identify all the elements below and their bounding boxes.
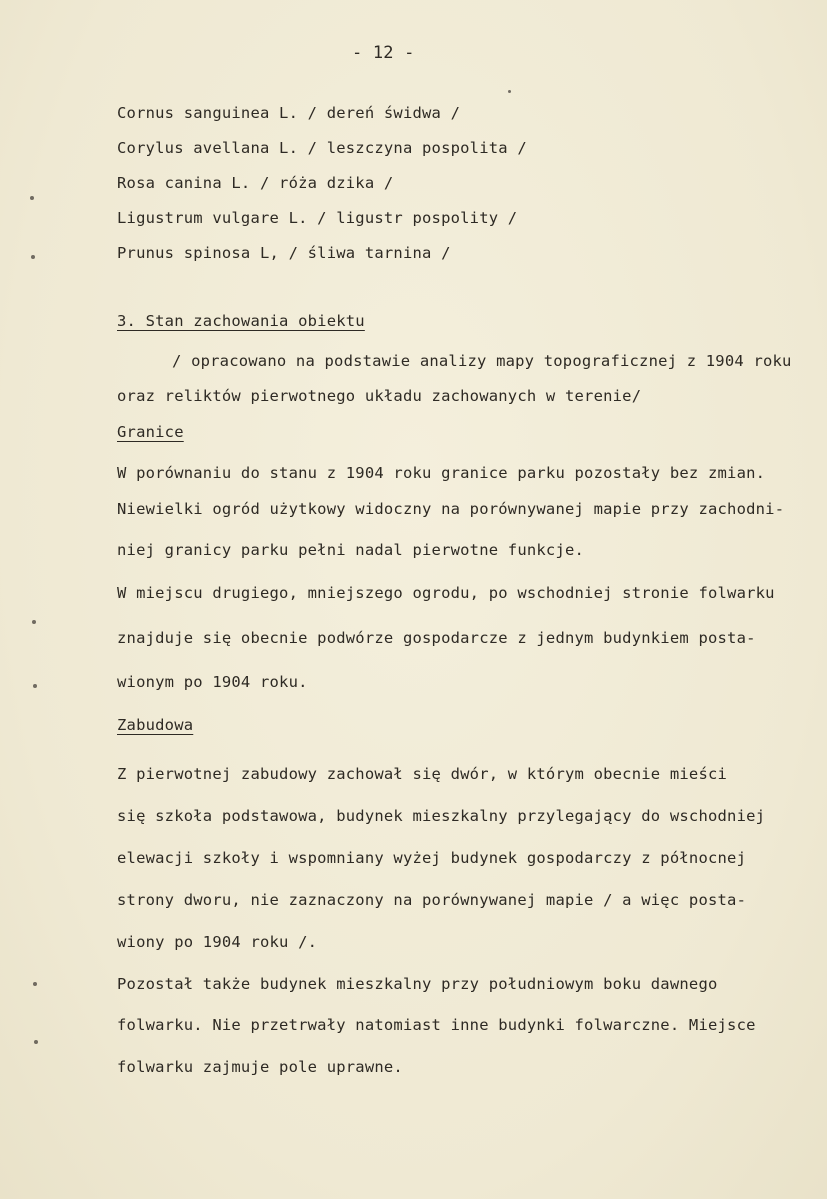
margin-mark bbox=[31, 255, 35, 259]
species-line: Corylus avellana L. / leszczyna pospolita / bbox=[117, 139, 527, 157]
margin-mark bbox=[34, 1040, 38, 1044]
species-line: Ligustrum vulgare L. / ligustr pospolity / bbox=[117, 209, 518, 227]
paragraph-line: folwarku zajmuje pole uprawne. bbox=[117, 1058, 403, 1076]
species-line: Rosa canina L. / róża dzika / bbox=[117, 174, 394, 192]
page-number: - 12 - bbox=[352, 43, 415, 63]
paragraph-line: oraz reliktów pierwotnego układu zachowanych w terenie/ bbox=[117, 387, 642, 405]
margin-mark bbox=[30, 196, 34, 200]
paragraph-line: znajduje się obecnie podwórze gospodarcze z jednym budynkiem posta- bbox=[117, 629, 756, 647]
paragraph-line: się szkoła podstawowa, budynek mieszkalny przylegający do wschodniej bbox=[117, 807, 766, 825]
subsection-heading: Granice bbox=[117, 423, 184, 441]
species-line: Prunus spinosa L, / śliwa tarnina / bbox=[117, 244, 451, 262]
paragraph-line: W porównaniu do stanu z 1904 roku granice parku pozostały bez zmian. bbox=[117, 464, 766, 482]
paragraph-line: niej granicy parku pełni nadal pierwotne funkcje. bbox=[117, 541, 585, 559]
paragraph-line: wionym po 1904 roku. bbox=[117, 673, 308, 691]
paragraph-line: / opracowano na podstawie analizy mapy topograficznej z 1904 roku bbox=[172, 352, 792, 370]
paragraph-line: elewacji szkoły i wspomniany wyżej budynek gospodarczy z północnej bbox=[117, 849, 747, 867]
paragraph-line: folwarku. Nie przetrwały natomiast inne budynki folwarczne. Miejsce bbox=[117, 1016, 756, 1034]
paragraph-line: Niewielki ogród użytkowy widoczny na porównywanej mapie przy zachodni- bbox=[117, 500, 785, 518]
section-heading: 3. Stan zachowania obiektu bbox=[117, 312, 365, 330]
paragraph-line: strony dworu, nie zaznaczony na porównywanej mapie / a więc posta- bbox=[117, 891, 747, 909]
paragraph-line: Pozostał także budynek mieszkalny przy południowym boku dawnego bbox=[117, 975, 718, 993]
paragraph-line: W miejscu drugiego, mniejszego ogrodu, po wschodniej stronie folwarku bbox=[117, 584, 775, 602]
margin-mark bbox=[508, 90, 511, 93]
margin-mark bbox=[33, 982, 37, 986]
paragraph-line: Z pierwotnej zabudowy zachował się dwór, w którym obecnie mieści bbox=[117, 765, 728, 783]
subsection-heading: Zabudowa bbox=[117, 716, 194, 734]
species-line: Cornus sanguinea L. / dereń świdwa / bbox=[117, 104, 461, 122]
margin-mark bbox=[33, 684, 37, 688]
margin-mark bbox=[32, 620, 36, 624]
paragraph-line: wiony po 1904 roku /. bbox=[117, 933, 318, 951]
